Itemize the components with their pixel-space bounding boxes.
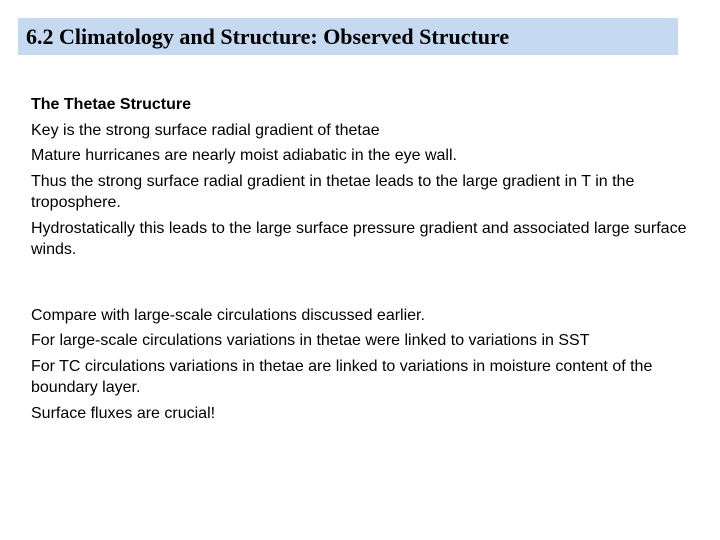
paragraph-moist-adiabatic: Mature hurricanes are nearly moist adiabatic in the eye wall. bbox=[31, 147, 457, 164]
paragraph-tc-circulations: For TC circulations variations in thetae are linked to variations in moisture content of the boundary layer. bbox=[31, 357, 653, 396]
title-bar bbox=[18, 18, 678, 55]
paragraph-surface-fluxes: Surface fluxes are crucial! bbox=[31, 404, 216, 422]
paragraph-compare: Compare with large-scale circulations discussed earlier. bbox=[31, 306, 425, 324]
paragraph-hydrostatic: Hydrostatically this leads to the large surface pressure gradient and associated large surface winds. bbox=[31, 219, 687, 258]
paragraph-large-scale: For large-scale circulations variations in thetae were linked to variations in SST bbox=[31, 332, 590, 349]
slide-body bbox=[31, 94, 691, 424]
slide-title: 6.2 Climatology and Structure: Observed Structure bbox=[26, 24, 510, 49]
section-heading: The Thetae Structure bbox=[31, 96, 192, 113]
paragraph-key-gradient: Key is the strong surface radial gradient of thetae bbox=[31, 121, 380, 139]
paragraph-temperature-gradient: Thus the strong surface radial gradient in thetae leads to the large gradient in T in the troposphere. bbox=[31, 172, 635, 211]
